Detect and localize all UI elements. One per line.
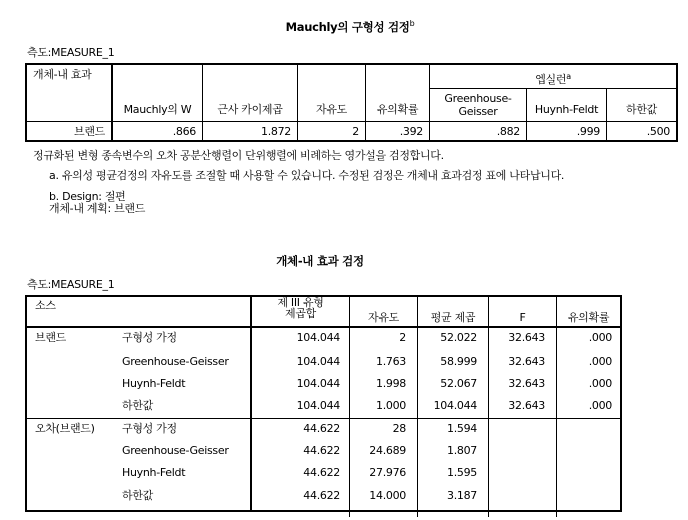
cell-ss: 104.044 (296, 399, 340, 412)
mauchly-note-main: 정규화된 변형 종속변수의 오차 공분산행렬이 단위행렬에 비례하는 영가설을 검정합니다. (33, 149, 444, 162)
cell-ss: 44.622 (303, 489, 340, 502)
header-separator (25, 121, 678, 122)
header-epsilon (430, 70, 676, 86)
mauchly-title (200, 19, 500, 35)
cell-ss: 44.622 (303, 444, 340, 457)
cell-ms: 52.022 (440, 331, 477, 344)
header-huynh-feldt: Huynh-Feldt (534, 103, 599, 116)
cell-ms: 1.595 (447, 466, 477, 479)
cell-ms: 1.807 (447, 444, 477, 457)
within-measure-label: 측도:MEASURE_1 (27, 278, 115, 291)
footnote-marker-a: a (566, 72, 571, 81)
row-label: 구형성 가정 (122, 331, 177, 344)
header-approx-chi-square: 근사 카이제곱 (217, 103, 283, 116)
cell-ss: 44.622 (303, 422, 340, 435)
header-type3-ss (252, 297, 349, 319)
row-label: 하한값 (122, 489, 153, 502)
cell-sig: .000 (588, 331, 612, 344)
cell-df: 2 (399, 331, 406, 344)
mauchly-note-b1: b. Design: 절편 (49, 190, 126, 203)
cell-sig: .392 (399, 125, 423, 138)
within-title: 개체-내 효과 검정 (276, 254, 364, 268)
cell-df: 27.976 (369, 466, 406, 479)
cell-lb: .500 (646, 125, 670, 138)
table-border-top (25, 63, 678, 65)
cell-mauchly-w: .866 (172, 125, 196, 138)
header-ss-line1: 제 III 유형 (277, 296, 324, 309)
row-label: Greenhouse-Geisser (122, 444, 229, 457)
header-df: 자유도 (316, 103, 347, 116)
header-source: 소스 (35, 299, 56, 312)
cell-ms: 104.044 (433, 399, 477, 412)
mauchly-measure-label: 측도:MEASURE_1 (27, 46, 115, 59)
header-gg-line1: Greenhouse- (444, 92, 512, 105)
group-source-brand: 브랜드 (35, 331, 66, 344)
cell-gg: .882 (496, 125, 520, 138)
header-sig: 유의확률 (567, 311, 610, 324)
cell-f: 32.643 (508, 377, 545, 390)
cell-df: 1.763 (376, 355, 406, 368)
header-lower-bound: 하한값 (626, 103, 657, 116)
cell-hf: .999 (576, 125, 600, 138)
cell-f: 32.643 (508, 331, 545, 344)
header-f: F (519, 311, 526, 324)
cell-f: 32.643 (508, 355, 545, 368)
cell-ss: 44.622 (303, 466, 340, 479)
row-label: Huynh-Feldt (122, 377, 186, 390)
cell-df: 14.000 (369, 489, 406, 502)
header-separator (25, 326, 622, 328)
epsilon-separator (430, 88, 677, 89)
header-sig: 유의확률 (376, 103, 419, 116)
row-label: 구형성 가정 (122, 422, 177, 435)
header-gg-line2: Geisser (458, 105, 498, 118)
table-border-right (676, 63, 678, 142)
cell-df: 24.689 (369, 444, 406, 457)
header-df: 자유도 (368, 311, 399, 324)
table-border-bottom (25, 510, 622, 512)
cell-df: 28 (392, 422, 406, 435)
mauchly-note-a: a. 유의성 평균검정의 자유도를 조절할 때 사용할 수 있습니다. 수정된 검정은 개체내 효과검정 표에 나타납니다. (49, 169, 565, 182)
cell-sig: .000 (588, 355, 612, 368)
cell-ss: 104.044 (296, 355, 340, 368)
cell-ms: 1.594 (447, 422, 477, 435)
cell-ms: 3.187 (447, 489, 477, 502)
cell-f: 32.643 (508, 399, 545, 412)
cell-sig: .000 (588, 399, 612, 412)
mauchly-note-b2: 개체-내 계획: 브랜드 (49, 202, 146, 215)
row-label: Greenhouse-Geisser (122, 355, 229, 368)
row-effect: 브랜드 (74, 125, 105, 138)
header-ss-line2: 제곱합 (285, 307, 316, 320)
cell-df: 2 (352, 125, 359, 138)
cell-ss: 104.044 (296, 331, 340, 344)
group-separator (25, 418, 622, 419)
cell-df: 1.998 (376, 377, 406, 390)
row-label: Huynh-Feldt (122, 466, 186, 479)
cell-ms: 58.999 (440, 355, 477, 368)
header-mean-square: 평균 제곱 (430, 311, 476, 324)
cell-chi-square: 1.872 (261, 125, 291, 138)
row-label: 하한값 (122, 399, 153, 412)
table-border-bottom (25, 140, 678, 142)
header-greenhouse-geisser (430, 92, 526, 118)
cell-ms: 52.067 (440, 377, 477, 390)
cell-ss: 104.044 (296, 377, 340, 390)
header-mauchly-w: Mauchly의 W (123, 103, 192, 116)
footnote-marker-b: b (409, 19, 415, 28)
mauchly-title-text: Mauchly의 구형성 검정 (285, 20, 410, 34)
header-epsilon-text: 엡실런 (535, 73, 567, 86)
group-source-error: 오차(브랜드) (35, 422, 95, 435)
header-within-effect: 개체-내 효과 (33, 68, 92, 81)
cell-df: 1.000 (376, 399, 406, 412)
cell-sig: .000 (588, 377, 612, 390)
